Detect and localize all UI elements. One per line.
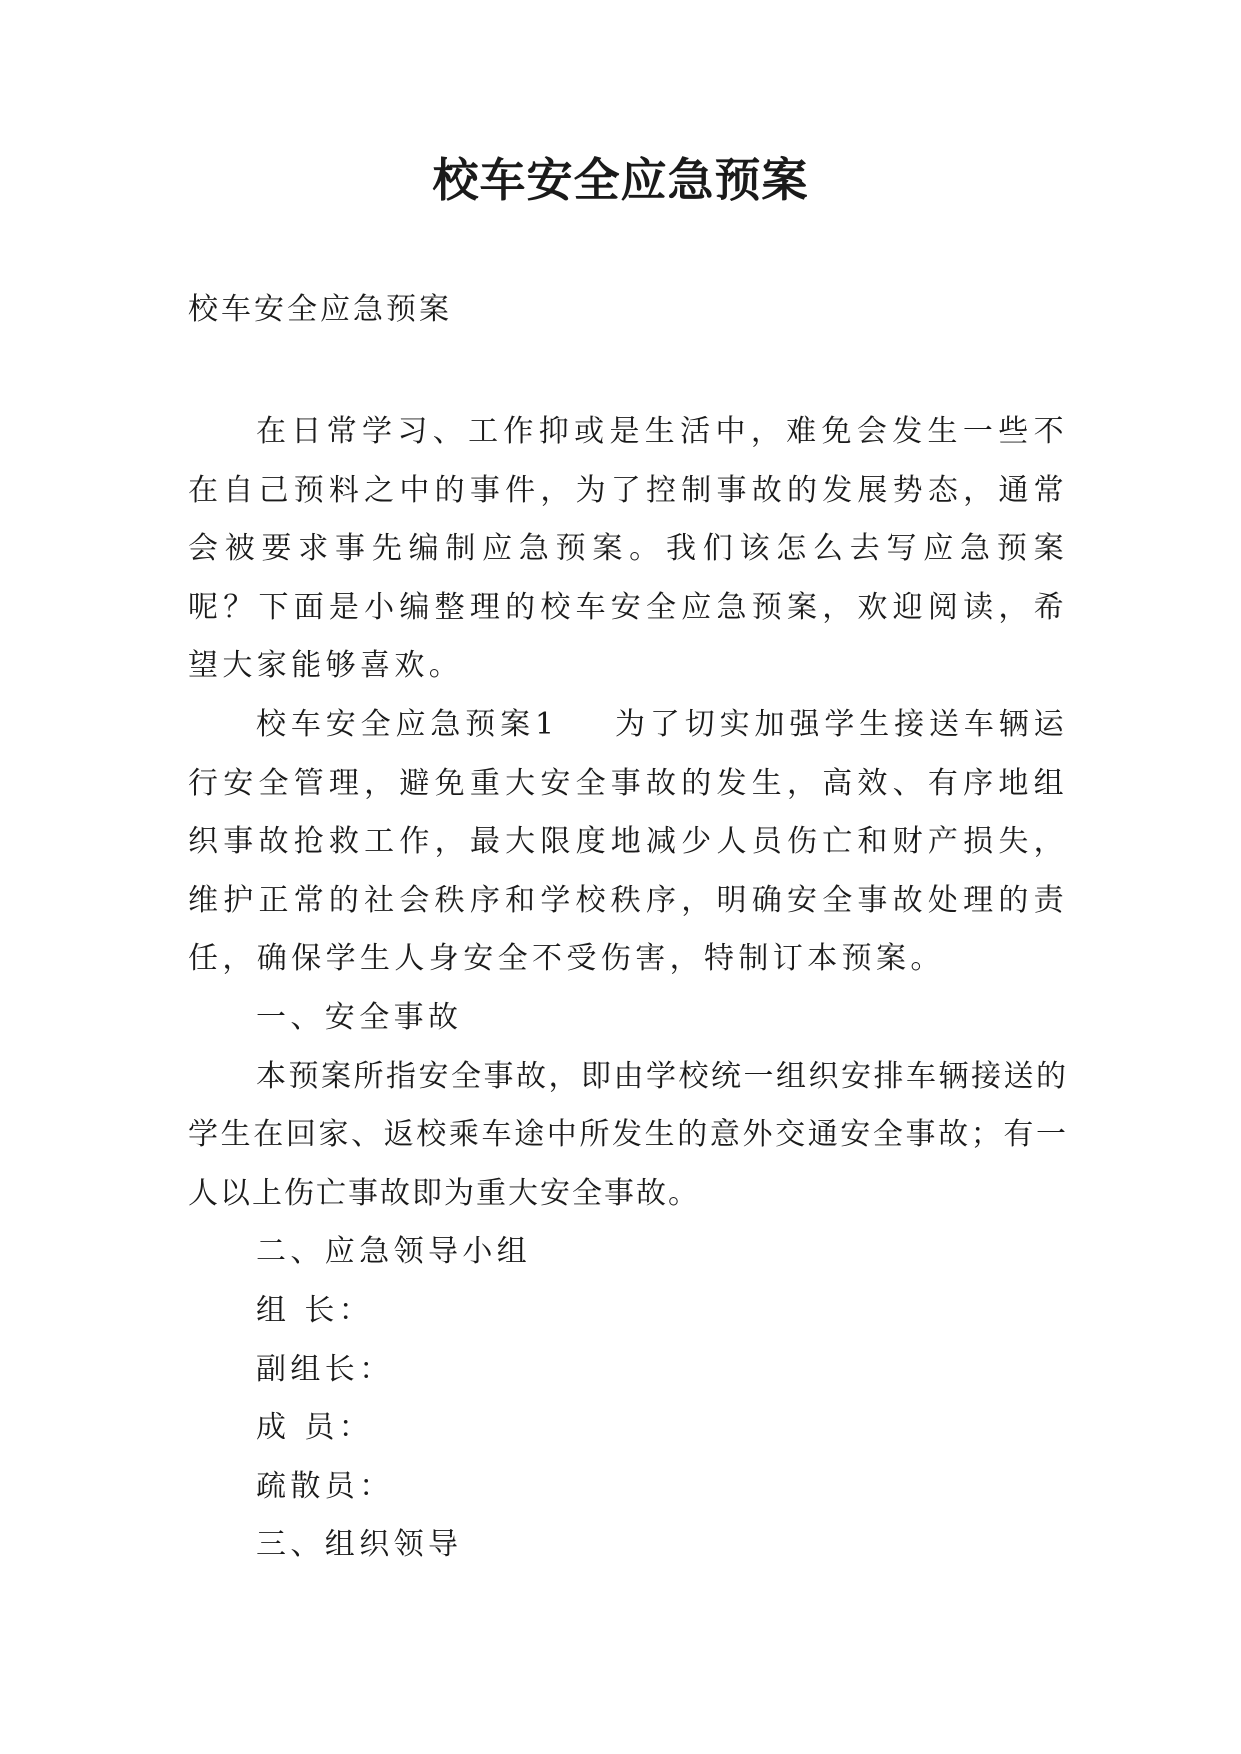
heading-two: 二、应急领导小组 [256,1234,532,1270]
document-subtitle: 校车安全应急预案 [188,292,452,327]
intro-paragraph: 在日常学习、工作抑或是生活中，难免会发生一些不在自己预料之中的事件，为了控制事故的发展势态，通常会被要求事先编制应急预案。我们该怎么去写应急预案呢？下面是小编整理的校车安全应急预案，欢迎阅读，希望大家能够喜欢。 [188,414,1068,684]
document-title: 校车安全应急预案 [432,153,809,207]
deputy-leader-line: 副组长： [256,1351,394,1387]
section-1-paragraph [188,696,1068,989]
heading-three: 三、组织领导 [256,1527,463,1563]
evacuator-line: 疏散员： [256,1468,394,1504]
members-line: 成 员： [256,1410,374,1446]
document-body [188,403,1068,1575]
heading-one: 一、安全事故 [256,999,463,1035]
section-1-text: 为了切实加强学生接送车辆运行安全管理，避免重大安全事故的发生，高效、有序地组织事故抢救工作，最大限度地减少人员伤亡和财产损失，维护正常的社会秩序和学校秩序，明确安全事故处理的责任，确保学生人身安全不受伤害，特制订本预案。 [188,706,1069,977]
paragraph-one: 本预案所指安全事故，即由学校统一组织安排车辆接送的学生在回家、返校乘车途中所发生的意外交通安全事故；有一人以上伤亡事故即为重大安全事故。 [188,1058,1068,1211]
section-1-heading: 校车安全应急预案1 [256,706,559,742]
leader-line: 组 长： [256,1292,374,1328]
